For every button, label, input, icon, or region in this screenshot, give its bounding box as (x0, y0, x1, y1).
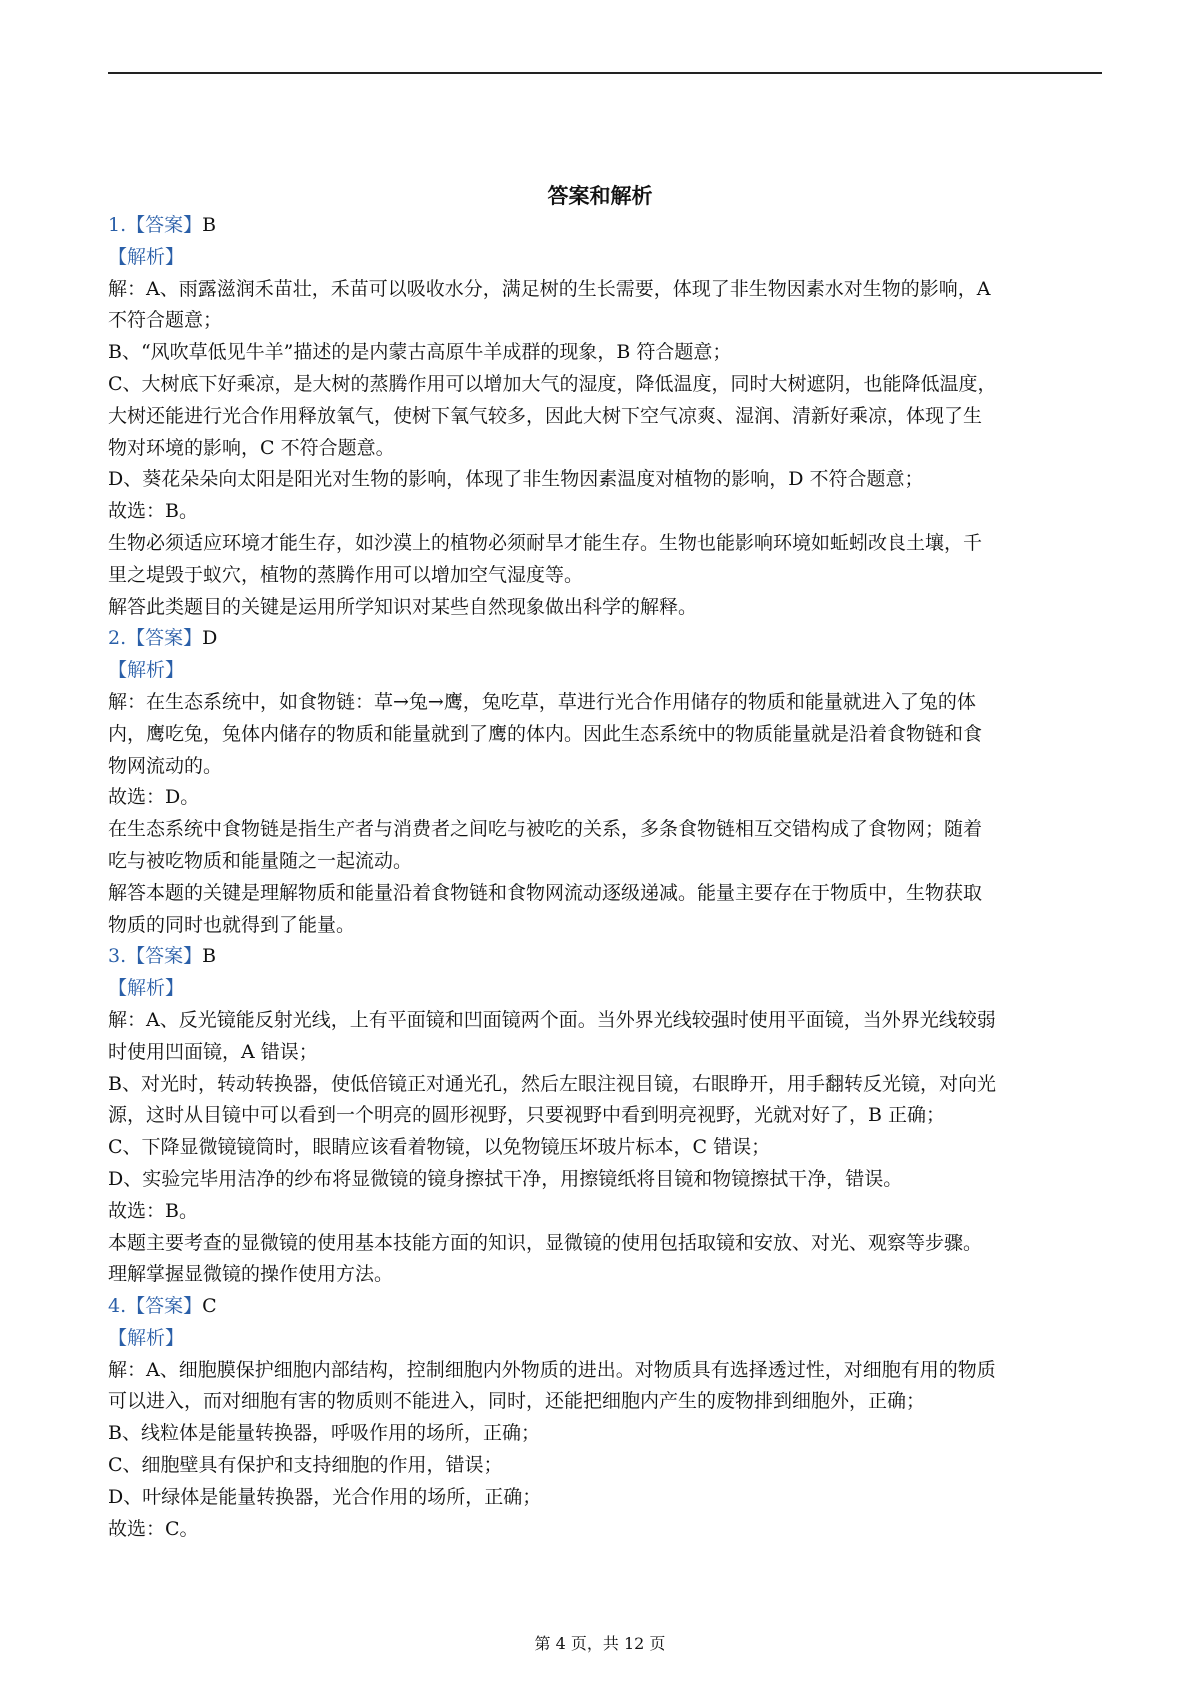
page-footer: 第 4 页，共 12 页 (534, 1634, 666, 1653)
answer-value: C (202, 1295, 217, 1318)
answer-value: D (202, 627, 218, 650)
analysis-line: 不符合题意； (108, 309, 223, 332)
analysis-tag: 【解析】 (108, 659, 185, 682)
analysis-line: D、实验完毕用洁净的纱布将显微镜的镜身擦拭干净，用擦镜纸将目镜和物镜擦拭干净，错误。 (108, 1167, 903, 1190)
analysis-tag: 【解析】 (108, 977, 185, 1000)
analysis-line: 故选：C。 (108, 1517, 199, 1540)
answer-line (108, 210, 1102, 242)
analysis-line: 故选：D。 (108, 786, 200, 809)
answer-tag: 【答案】 (126, 945, 203, 968)
analysis-line: 时使用凹面镜，A 错误； (108, 1040, 318, 1063)
analysis-line: 内，鹰吃兔，兔体内储存的物质和能量就到了鹰的体内。因此生态系统中的物质能量就是沿着食物链和食 (108, 722, 983, 745)
analysis-line: C、细胞壁具有保护和支持细胞的作用，错误； (108, 1454, 503, 1477)
analysis-line: 可以进入，而对细胞有害的物质则不能进入，同时，还能把细胞内产生的废物排到细胞外，正确； (108, 1390, 926, 1413)
question-number: 1. (108, 214, 127, 236)
analysis-tag: 【解析】 (108, 1326, 185, 1349)
analysis-line: 解：A、反光镜能反射光线，上有平面镜和凹面镜两个面。当外界光线较强时使用平面镜，当外界光线较弱 (108, 1008, 996, 1031)
answer-value: B (202, 945, 217, 968)
header-rule (108, 72, 1102, 74)
answer-line (108, 1291, 1102, 1323)
analysis-line: 物质的同时也就得到了能量。 (108, 913, 356, 936)
question-block (108, 941, 1102, 1291)
analysis-line: 解答此类题目的关键是运用所学知识对某些自然现象做出科学的解释。 (108, 595, 698, 618)
analysis-line: 物对环境的影响，C 不符合题意。 (108, 436, 395, 459)
answer-line (108, 941, 1102, 973)
analysis-line: 在生态系统中食物链是指生产者与消费者之间吃与被吃的关系，多条食物链相互交错构成了食物网；随着 (108, 818, 983, 841)
analysis-line: 本题主要考查的显微镜的使用基本技能方面的知识，显微镜的使用包括取镜和安放、对光、观察等步骤。 (108, 1231, 983, 1254)
analysis-line: 源，这时从目镜中可以看到一个明亮的圆形视野，只要视野中看到明亮视野，光就对好了，B 正确； (108, 1104, 946, 1127)
analysis-line: 解答本题的关键是理解物质和能量沿着食物链和食物网流动逐级递减。能量主要存在于物质中，生物获取 (108, 881, 983, 904)
question-number: 2. (108, 627, 127, 650)
answer-tag: 【答案】 (126, 214, 203, 236)
analysis-tag: 【解析】 (108, 245, 185, 268)
answer-tag: 【答案】 (126, 627, 203, 650)
answer-content (108, 210, 1102, 1545)
page-title: 答案和解析 (547, 184, 653, 208)
answer-line (108, 623, 1102, 655)
analysis-line: 解：A、雨露滋润禾苗壮，禾苗可以吸收水分，满足树的生长需要，体现了非生物因素水对生物的影响，A (108, 277, 991, 300)
analysis-line: D、葵花朵朵向太阳是阳光对生物的影响，体现了非生物因素温度对植物的影响，D 不符合题意； (108, 468, 924, 491)
analysis-line: 理解掌握显微镜的操作使用方法。 (108, 1263, 394, 1286)
analysis-line: B、线粒体是能量转换器，呼吸作用的场所，正确； (108, 1422, 540, 1445)
analysis-line: 里之堤毁于蚁穴，植物的蒸腾作用可以增加空气湿度等。 (108, 563, 584, 586)
analysis-line: B、“风吹草低见牛羊”描述的是内蒙古高原牛羊成群的现象，B 符合题意； (108, 341, 732, 364)
analysis-line: 物网流动的。 (108, 754, 223, 777)
answer-value: B (202, 214, 217, 236)
analysis-line: 故选：B。 (108, 1199, 198, 1222)
analysis-line: B、对光时，转动转换器，使低倍镜正对通光孔，然后左眼注视目镜，右眼睁开，用手翻转反光镜，对向光 (108, 1072, 996, 1095)
analysis-line: C、大树底下好乘凉，是大树的蒸腾作用可以增加大气的湿度，降低温度，同时大树遮阴，也能降低温度， (108, 372, 997, 395)
question-block (108, 623, 1102, 941)
question-block (108, 210, 1102, 623)
analysis-line: 故选：B。 (108, 500, 198, 523)
analysis-line: D、叶绿体是能量转换器，光合作用的场所，正确； (108, 1485, 542, 1508)
analysis-line: 生物必须适应环境才能生存，如沙漠上的植物必须耐旱才能生存。生物也能影响环境如蚯蚓改良土壤，千 (108, 531, 983, 554)
answer-tag: 【答案】 (126, 1295, 203, 1318)
analysis-line: 解：A、细胞膜保护细胞内部结构，控制细胞内外物质的进出。对物质具有选择透过性，对细胞有用的物质 (108, 1358, 996, 1381)
analysis-line: C、下降显微镜镜筒时，眼睛应该看着物镜，以免物镜压坏玻片标本，C 错误； (108, 1136, 771, 1159)
question-number: 4. (108, 1295, 127, 1318)
question-number: 3. (108, 945, 127, 968)
analysis-line: 大树还能进行光合作用释放氧气，使树下氧气较多，因此大树下空气凉爽、湿润、清新好乘凉，体现了生 (108, 404, 983, 427)
analysis-line: 解：在生态系统中，如食物链：草→兔→鹰，兔吃草，草进行光合作用储存的物质和能量就进入了兔的体 (108, 690, 976, 713)
question-block (108, 1291, 1102, 1545)
analysis-line: 吃与被吃物质和能量随之一起流动。 (108, 849, 413, 872)
